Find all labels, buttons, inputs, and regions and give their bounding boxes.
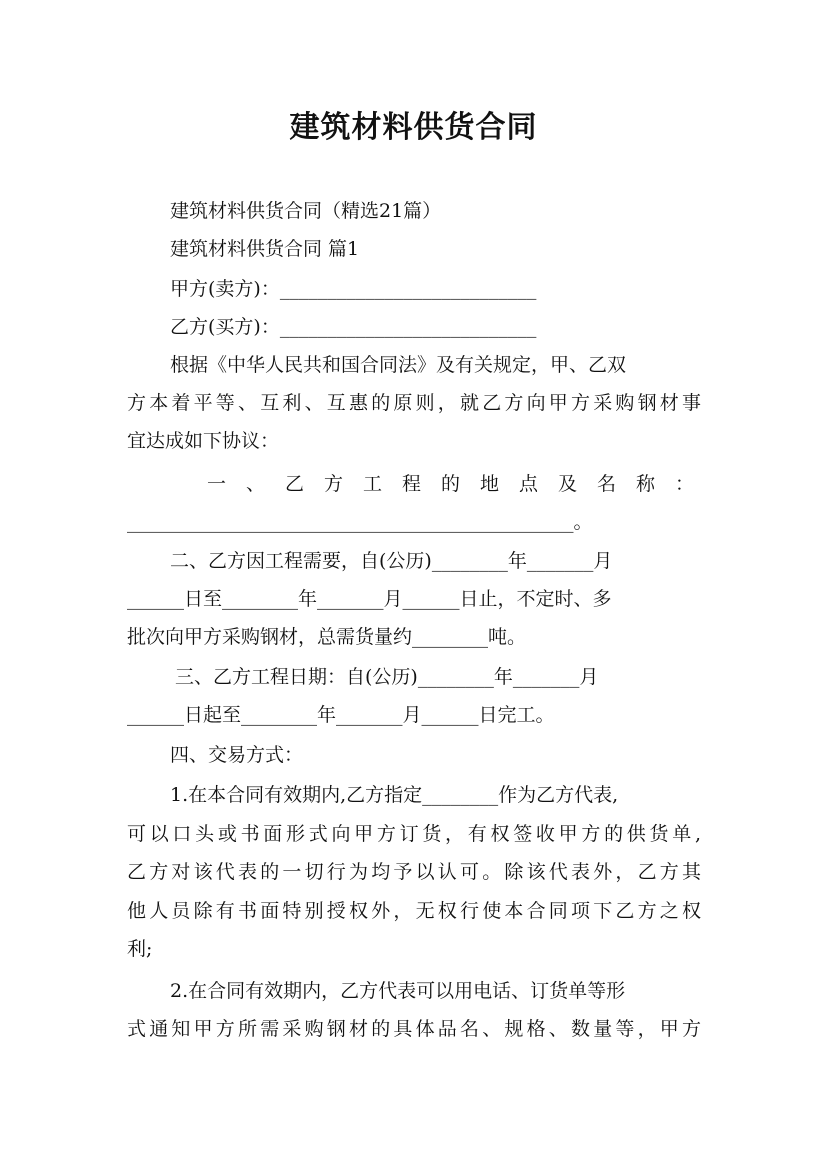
clause-4-heading: 四、交易方式：: [170, 744, 304, 766]
clause-1-blank: _______________________________________________。: [127, 511, 593, 533]
paragraph-line: 方本着平等、互利、互惠的原则，就乙方向甲方采购钢材事: [127, 392, 701, 414]
clause-2-line: ______日至________年_______月______日止，不定时、多: [127, 588, 612, 610]
chapter-heading: 建筑材料供货合同 篇1: [170, 238, 360, 260]
clause-3-line: 三、乙方工程日期：自(公历)________年_______月: [175, 666, 599, 688]
clause-2-line: 批次向甲方采购钢材，总需货量约________吨。: [127, 626, 527, 648]
clause-4-item-1: 可以口头或书面形式向甲方订货，有权签收甲方的供货单,: [127, 823, 701, 845]
document-title: 建筑材料供货合同: [289, 110, 538, 145]
subtitle-line: 建筑材料供货合同（精选21篇）: [170, 200, 442, 222]
clause-4-item-1: 乙方对该代表的一切行为均予以认可。除该代表外，乙方其: [127, 861, 701, 883]
clause-2-line: 二、乙方因工程需要，自(公历)________年_______月: [170, 550, 613, 572]
party-b-line: 乙方(买方)：___________________________: [170, 316, 537, 338]
paragraph-line: 宜达成如下协议：: [127, 430, 280, 452]
clause-4-item-2: 2.在合同有效期内，乙方代表可以用电话、订货单等形: [170, 980, 626, 1002]
clause-4-item-2: 式通知甲方所需采购钢材的具体品名、规格、数量等，甲方: [127, 1018, 701, 1040]
clause-4-item-1: 他人员除有书面特别授权外，无权行使本合同项下乙方之权: [127, 900, 701, 922]
party-a-line: 甲方(卖方)：___________________________: [170, 278, 537, 300]
clause-3-line: ______日起至________年_______月______日完工。: [127, 704, 555, 726]
clause-4-item-1: 1.在本合同有效期内,乙方指定________作为乙方代表,: [170, 784, 619, 806]
clause-1-heading: 一 、 乙 方 工 程 的 地 点 及 名 称 ：: [207, 473, 694, 495]
clause-4-item-1: 利;: [127, 938, 153, 960]
paragraph-line: 根据《中华人民共和国合同法》及有关规定，甲、乙双: [170, 354, 627, 376]
